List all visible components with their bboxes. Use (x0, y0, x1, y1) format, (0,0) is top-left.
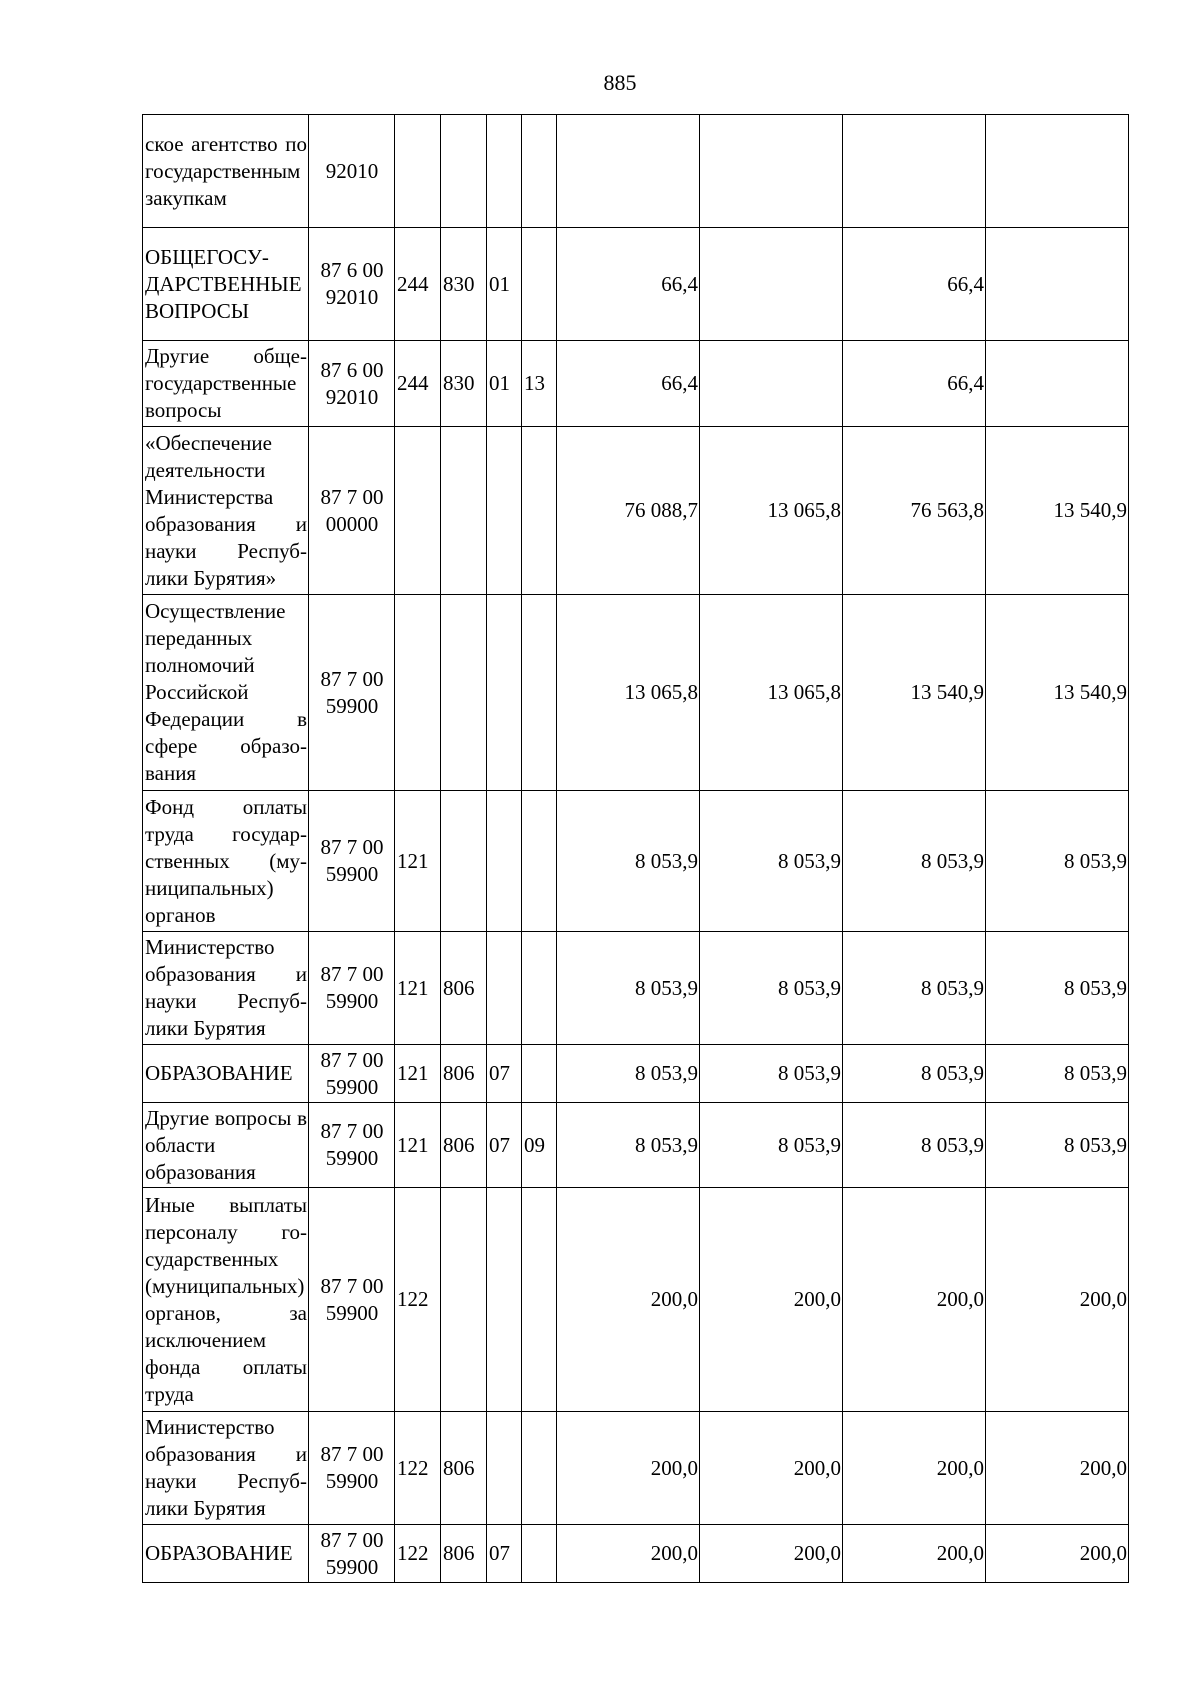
amount-3: 66,4 (843, 228, 986, 341)
amount-2: 8 053,9 (700, 1103, 843, 1188)
amount-4 (986, 341, 1129, 427)
subsection-code (522, 228, 557, 341)
expense-type-code: 121 (395, 1045, 441, 1103)
amount-2: 200,0 (700, 1188, 843, 1412)
subsection-code (522, 791, 557, 932)
subsection-code (522, 1412, 557, 1525)
row-name: ское агентство по государственным закупкам (143, 115, 309, 228)
amount-1: 8 053,9 (557, 932, 700, 1045)
amount-3: 8 053,9 (843, 1045, 986, 1103)
grbs-code (441, 1188, 487, 1412)
subsection-code: 09 (522, 1103, 557, 1188)
subsection-code: 13 (522, 341, 557, 427)
table-row (143, 595, 1129, 791)
row-name: Осуществление переданных полномочий Российской Федерации в сфере образования (143, 595, 309, 791)
grbs-code (441, 427, 487, 595)
row-name: Фонд оплаты труда государственных (муниципальных) органов (143, 791, 309, 932)
table-row (143, 1525, 1129, 1583)
subsection-code (522, 115, 557, 228)
subsection-code (522, 1188, 557, 1412)
amount-3 (843, 115, 986, 228)
amount-4: 8 053,9 (986, 1045, 1129, 1103)
section-code (487, 1412, 522, 1525)
amount-2: 8 053,9 (700, 1045, 843, 1103)
amount-3: 200,0 (843, 1525, 986, 1583)
table-row (143, 1103, 1129, 1188)
amount-2: 200,0 (700, 1525, 843, 1583)
row-name: ОБЩЕГОСУДАРСТВЕННЫЕ ВОПРОСЫ (143, 228, 309, 341)
amount-2: 8 053,9 (700, 791, 843, 932)
expense-type-code: 121 (395, 791, 441, 932)
amount-1: 8 053,9 (557, 1045, 700, 1103)
target-article-code: 87 7 00 59900 (309, 595, 395, 791)
subsection-code (522, 427, 557, 595)
amount-3: 200,0 (843, 1188, 986, 1412)
amount-2 (700, 115, 843, 228)
row-name: Министерство образования и науки Республики Бурятия (143, 1412, 309, 1525)
amount-2 (700, 341, 843, 427)
amount-1: 13 065,8 (557, 595, 700, 791)
row-name: Министерство образования и науки Республики Бурятия (143, 932, 309, 1045)
section-code (487, 427, 522, 595)
expense-type-code: 244 (395, 341, 441, 427)
target-article-code: 87 6 00 92010 (309, 228, 395, 341)
grbs-code: 806 (441, 1525, 487, 1583)
grbs-code: 806 (441, 1412, 487, 1525)
section-code (487, 595, 522, 791)
target-article-code: 87 7 00 59900 (309, 1103, 395, 1188)
table-row (143, 791, 1129, 932)
amount-1 (557, 115, 700, 228)
amount-1: 200,0 (557, 1188, 700, 1412)
target-article-code: 87 7 00 59900 (309, 932, 395, 1045)
row-name: «Обеспечение деятельности Министерства образования и науки Республики Бурятия» (143, 427, 309, 595)
expense-type-code: 122 (395, 1188, 441, 1412)
amount-3: 13 540,9 (843, 595, 986, 791)
table-row (143, 427, 1129, 595)
table-row (143, 115, 1129, 228)
amount-4: 8 053,9 (986, 1103, 1129, 1188)
amount-1: 200,0 (557, 1525, 700, 1583)
target-article-code: 87 7 00 59900 (309, 1412, 395, 1525)
amount-1: 66,4 (557, 341, 700, 427)
section-code: 07 (487, 1103, 522, 1188)
row-name: Иные выплаты персоналу государственных (муниципальных) органов, за исключением фонда оплаты труда (143, 1188, 309, 1412)
amount-4 (986, 228, 1129, 341)
amount-1: 76 088,7 (557, 427, 700, 595)
amount-1: 66,4 (557, 228, 700, 341)
target-article-code: 87 7 00 59900 (309, 1525, 395, 1583)
amount-4: 200,0 (986, 1188, 1129, 1412)
expense-type-code (395, 115, 441, 228)
section-code (487, 115, 522, 228)
amount-4: 200,0 (986, 1525, 1129, 1583)
expense-type-code: 121 (395, 932, 441, 1045)
grbs-code (441, 791, 487, 932)
grbs-code: 830 (441, 341, 487, 427)
row-name: ОБРАЗОВАНИЕ (143, 1525, 309, 1583)
expense-type-code (395, 427, 441, 595)
target-article-code: 87 7 00 59900 (309, 1188, 395, 1412)
target-article-code: 92010 (309, 115, 395, 228)
table-row (143, 228, 1129, 341)
target-article-code: 87 7 00 59900 (309, 791, 395, 932)
amount-3: 66,4 (843, 341, 986, 427)
amount-2: 13 065,8 (700, 427, 843, 595)
expense-type-code: 122 (395, 1525, 441, 1583)
amount-2: 13 065,8 (700, 595, 843, 791)
table-row (143, 1045, 1129, 1103)
amount-1: 200,0 (557, 1412, 700, 1525)
grbs-code: 806 (441, 1045, 487, 1103)
amount-2: 200,0 (700, 1412, 843, 1525)
amount-2: 8 053,9 (700, 932, 843, 1045)
budget-table (142, 114, 1129, 1583)
amount-4: 8 053,9 (986, 791, 1129, 932)
target-article-code: 87 7 00 00000 (309, 427, 395, 595)
amount-2 (700, 228, 843, 341)
row-name: ОБРАЗОВАНИЕ (143, 1045, 309, 1103)
target-article-code: 87 6 00 92010 (309, 341, 395, 427)
amount-3: 76 563,8 (843, 427, 986, 595)
section-code: 01 (487, 228, 522, 341)
amount-3: 8 053,9 (843, 1103, 986, 1188)
amount-3: 200,0 (843, 1412, 986, 1525)
subsection-code (522, 1045, 557, 1103)
amount-1: 8 053,9 (557, 1103, 700, 1188)
section-code (487, 791, 522, 932)
table-row (143, 1188, 1129, 1412)
grbs-code (441, 595, 487, 791)
amount-4: 200,0 (986, 1412, 1129, 1525)
section-code (487, 1188, 522, 1412)
section-code: 07 (487, 1525, 522, 1583)
grbs-code: 830 (441, 228, 487, 341)
subsection-code (522, 595, 557, 791)
expense-type-code: 244 (395, 228, 441, 341)
subsection-code (522, 932, 557, 1045)
row-name: Другие общегосударственные вопросы (143, 341, 309, 427)
section-code: 01 (487, 341, 522, 427)
table-row (143, 932, 1129, 1045)
section-code (487, 932, 522, 1045)
page-number: 885 (603, 70, 637, 95)
row-name: Другие вопросы в области образования (143, 1103, 309, 1188)
grbs-code (441, 115, 487, 228)
amount-4: 8 053,9 (986, 932, 1129, 1045)
amount-4 (986, 115, 1129, 228)
grbs-code: 806 (441, 932, 487, 1045)
table-row (143, 1412, 1129, 1525)
amount-3: 8 053,9 (843, 932, 986, 1045)
amount-4: 13 540,9 (986, 595, 1129, 791)
amount-3: 8 053,9 (843, 791, 986, 932)
target-article-code: 87 7 00 59900 (309, 1045, 395, 1103)
expense-type-code: 122 (395, 1412, 441, 1525)
grbs-code: 806 (441, 1103, 487, 1188)
subsection-code (522, 1525, 557, 1583)
expense-type-code (395, 595, 441, 791)
expense-type-code: 121 (395, 1103, 441, 1188)
amount-1: 8 053,9 (557, 791, 700, 932)
section-code: 07 (487, 1045, 522, 1103)
table-row (143, 341, 1129, 427)
amount-4: 13 540,9 (986, 427, 1129, 595)
